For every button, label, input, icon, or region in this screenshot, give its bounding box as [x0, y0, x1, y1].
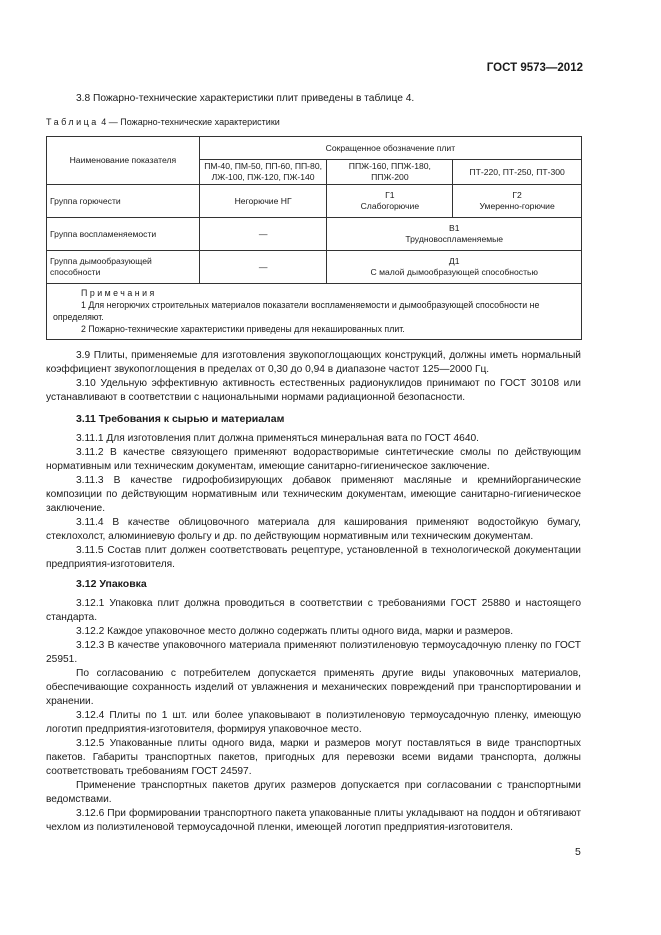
note-1: 1 Для негорючих строительных материалов показатели воспламеняемости и дымообразующей способности не определяют. — [53, 300, 540, 322]
paragraph-3-11-1: 3.11.1 Для изготовления плит должна применяться минеральная вата по ГОСТ 4640. — [76, 433, 480, 444]
table-cell-text: Трудновоспламеняемые — [405, 234, 504, 244]
table-cell-code: Г2 — [512, 190, 522, 200]
paragraph-3-12-3: 3.12.3 В качестве упаковочного материала применяют полиэтиленовую термоусадочную пленку по ГОСТ 25951. — [46, 640, 581, 666]
page-number: 5 — [575, 846, 581, 858]
table-cell — [327, 218, 582, 251]
paragraph-3-12-3-b: По согласованию с потребителем допускается применять другие виды упаковочных материалов, обеспечивающие сохранность изделий от увлажнения и механических повреждений при транспортировании и хранении. — [46, 668, 581, 708]
table-caption — [46, 117, 280, 127]
table-cell — [453, 185, 582, 218]
paragraph-3-12-5: 3.12.5 Упакованные плиты одного вида, марки и размеров могут поставляться в виде транспортных пакетов. Габариты транспортных пакетов, пригодных для перевозки всеми видами транспорта, должны соответствовать требованиям ГОСТ 24597. — [46, 738, 581, 778]
table-cell: Негорючие НГ — [199, 185, 327, 218]
table-cell — [327, 251, 582, 284]
paragraph-3-11-4: 3.11.4 В качестве облицовочного материала для каширования применяют водостойкую бумагу, стеклохолст, алюминиевую фольгу и др. по действующим нормативным или техническим документам. — [46, 517, 581, 543]
table-caption-title: 4 — Пожарно-технические характеристики — [98, 117, 280, 127]
paragraph-3-11-2: 3.11.2 В качестве связующего применяют водорастворимые синтетические смолы по действующим нормативным или техническим документам, имеющие санитарно-гигиеническое заключение. — [46, 447, 581, 473]
table-row-name: Группа горючести — [47, 185, 200, 218]
intro-paragraph: 3.8 Пожарно-технические характеристики плит приведены в таблице 4. — [76, 93, 415, 104]
section-heading-3-12: 3.12 Упаковка — [76, 578, 147, 590]
document-code: ГОСТ 9573—2012 — [486, 62, 583, 74]
table-caption-label: Таблица — [46, 117, 99, 127]
table-cell — [327, 185, 453, 218]
table-cell-code: Д1 — [448, 256, 460, 266]
paragraph-3-12-1: 3.12.1 Упаковка плит должна проводиться в соответствии с требованиями ГОСТ 25880 и настоящего стандарта. — [46, 598, 581, 624]
table-cell: — — [199, 218, 327, 251]
table-head-col1: ПМ-40, ПМ-50, ПП-60, ПП-80, ЛЖ-100, ПЖ-120, ПЖ-140 — [199, 160, 327, 185]
paragraph-3-12-6: 3.12.6 При формировании транспортного пакета упакованные плиты укладывают на поддон и обтягивают чехлом из полиэтиленовой термоусадочной пленки, имеющей логотип предприятия-изготовителя. — [46, 808, 581, 834]
note-2: 2 Пожарно-технические характеристики приведены для некашированных плит. — [81, 324, 405, 334]
table-row-name: Группа дымообразующей способности — [47, 251, 200, 284]
table-head-abbr-group: Сокращенное обозначение плит — [199, 137, 581, 160]
paragraph-3-11-5: 3.11.5 Состав плит должен соответствовать рецептуре, установленной в технологической документации предприятия-изготовителя. — [46, 545, 581, 571]
table-cell-text: Умеренно-горючие — [479, 201, 555, 211]
section-heading-3-11: 3.11 Требования к сырью и материалам — [76, 413, 285, 425]
table-cell-text: Слабогорючие — [360, 201, 420, 211]
notes-title: Примечания — [81, 288, 157, 298]
paragraph-3-12-5-b: Применение транспортных пакетов других размеров допускается при согласовании с транспортными ведомствами. — [46, 780, 581, 806]
paragraph-3-9: 3.9 Плиты, применяемые для изготовления звукопоглощающих конструкций, должны иметь нормальный коэффициент звукопоглощения в пределах от 0,30 до 0,94 в диапазоне частот 125—2000 Гц. — [46, 350, 581, 376]
paragraph-3-10: 3.10 Удельную эффективную активность естественных радионуклидов принимают по ГОСТ 30108 или устанавливают в соответствии с национальными нормами радиационной безопасности. — [46, 378, 581, 404]
table-cell: — — [199, 251, 327, 284]
table-cell-code: В1 — [448, 223, 460, 233]
paragraph-3-11-3: 3.11.3 В качестве гидрофобизирующих добавок применяют масляные и кремнийорганические композиции по действующим нормативным или техническим документам, имеющие санитарно-гигиеническое заключение. — [46, 475, 581, 515]
table-cell-code: Г1 — [385, 190, 395, 200]
table-notes — [47, 284, 582, 340]
table-cell-text: С малой дымообразующей способностью — [370, 267, 538, 277]
table-head-col2: ППЖ-160, ППЖ-180, ППЖ-200 — [327, 160, 453, 185]
table-head-name: Наименование показателя — [47, 137, 200, 185]
fire-characteristics-table — [46, 136, 582, 340]
paragraph-3-12-2: 3.12.2 Каждое упаковочное место должно содержать плиты одного вида, марки и размеров. — [76, 626, 514, 637]
table-head-col3: ПТ-220, ПТ-250, ПТ-300 — [453, 160, 582, 185]
paragraph-3-12-4: 3.12.4 Плиты по 1 шт. или более упаковывают в полиэтиленовую термоусадочную пленку, имеющую логотип предприятия-изготовителя, формируя упаковочное место. — [46, 710, 581, 736]
table-row-name: Группа воспламеняемости — [47, 218, 200, 251]
